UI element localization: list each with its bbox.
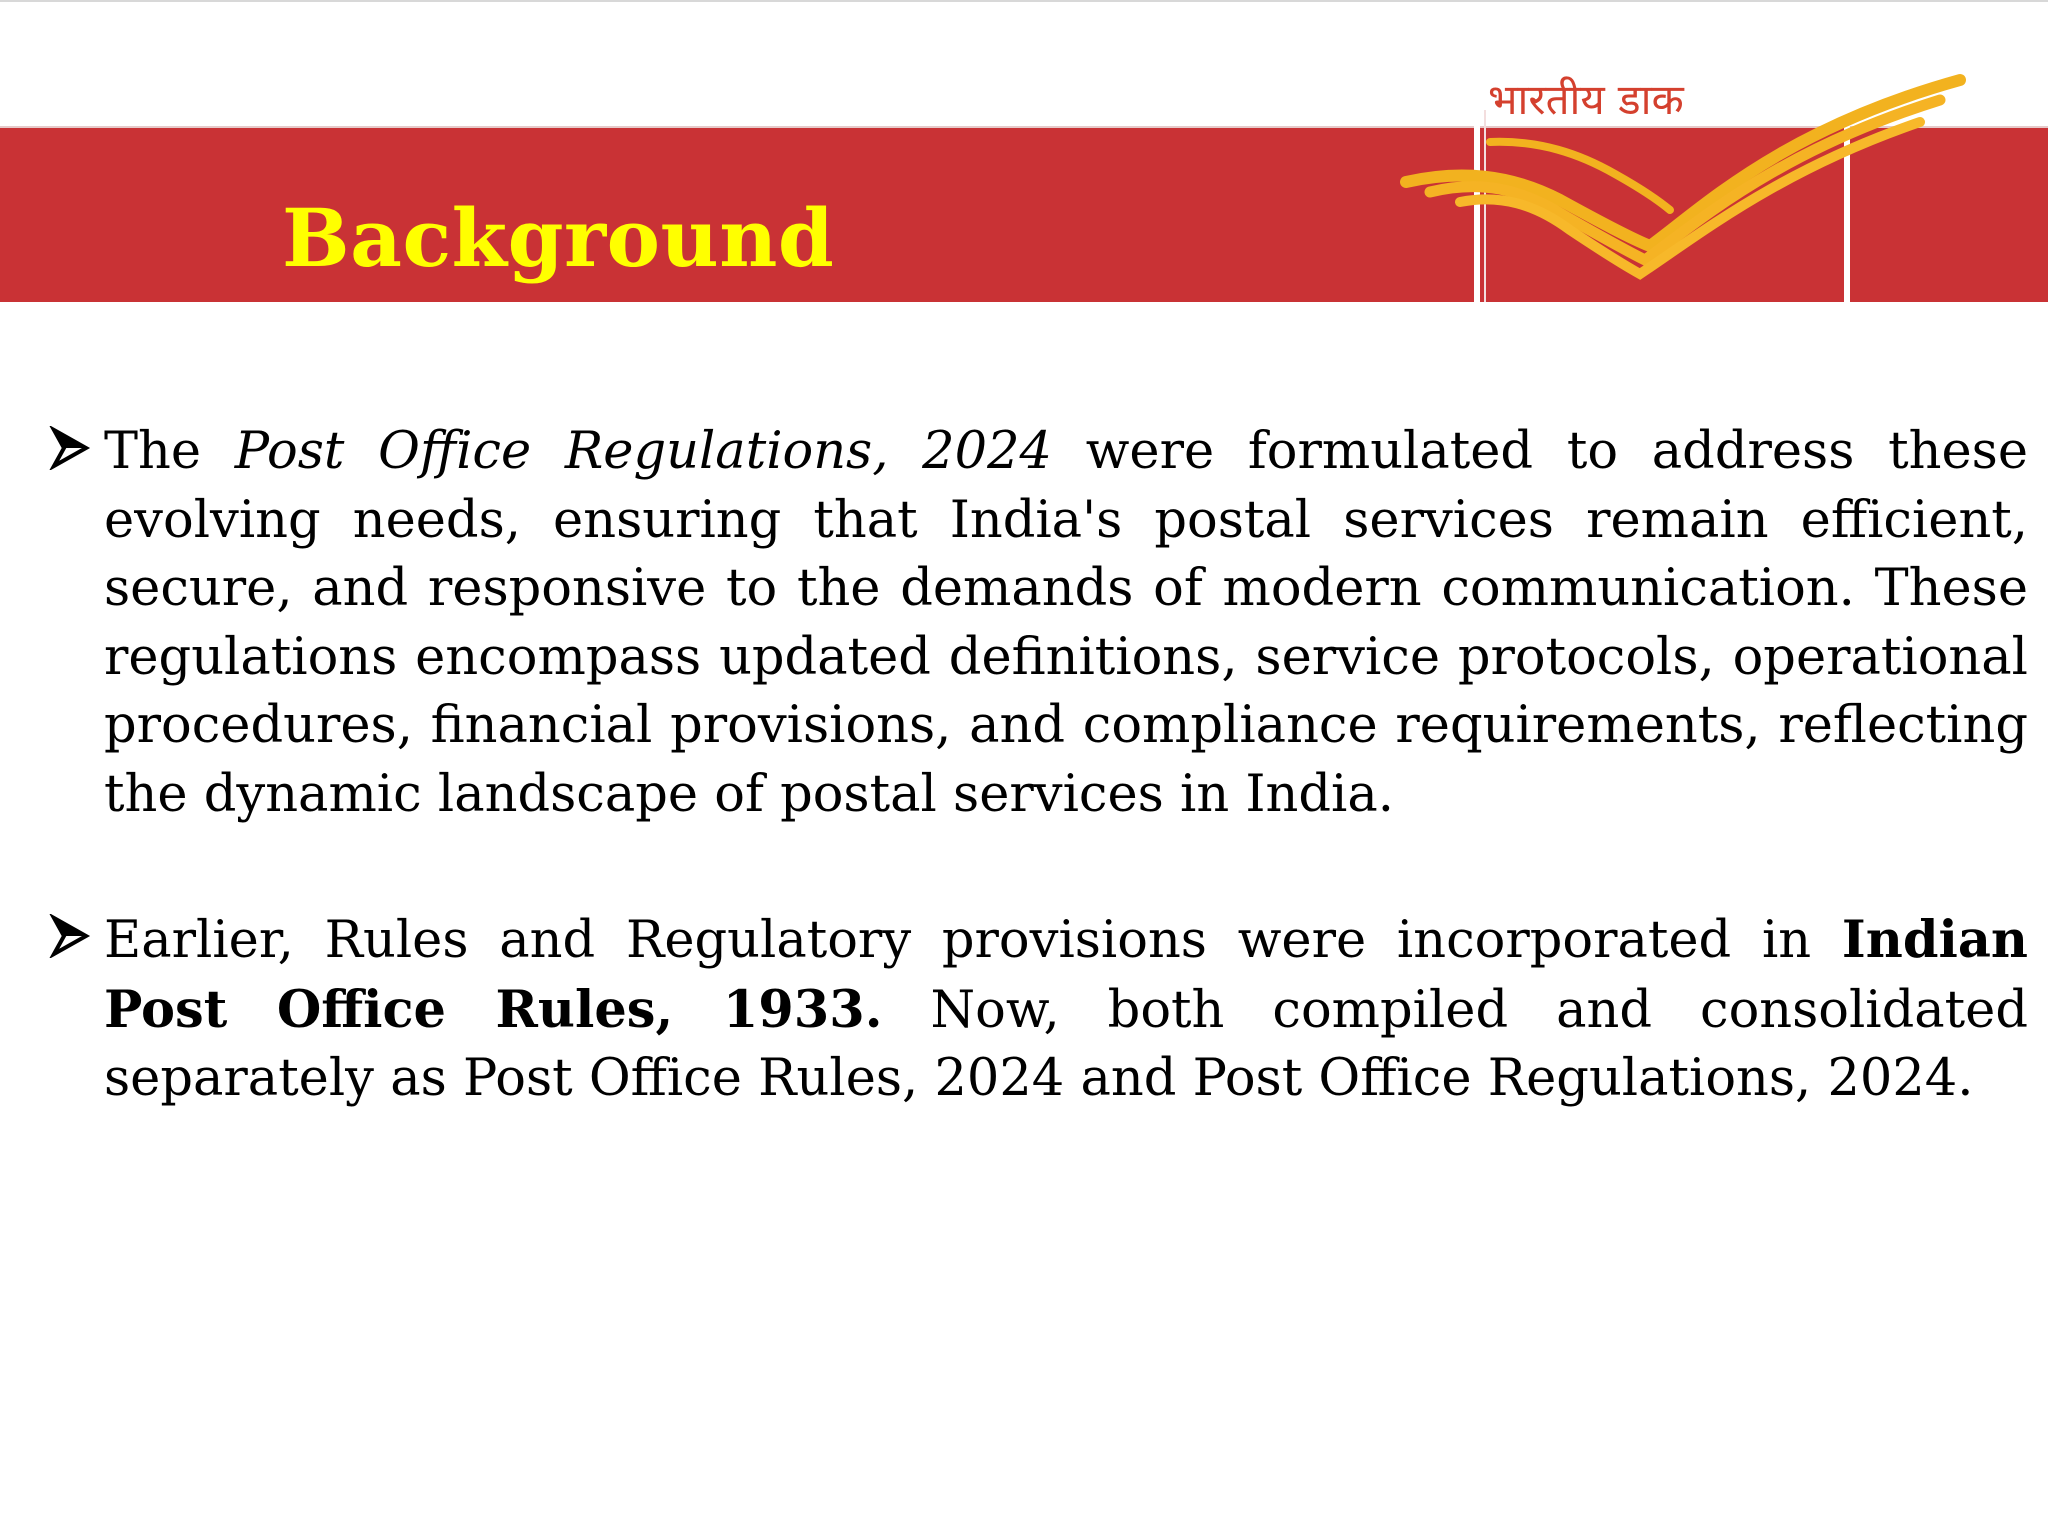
logo-hindi-text: भारतीय डाक — [1488, 75, 1684, 124]
logo-frame-left — [1474, 110, 1480, 302]
bullet-point-1 — [48, 418, 2028, 829]
bullet-1-text-b: were formulated to address these evolving needs, ensuring that India's postal services remain efficient, secure, and responsive to the demands of modern communication. These regulations encompass updated definitions, service protocols, operational procedures, financial provisions, and compliance requirements, reflecting the dynamic landscape of postal services in India. — [104, 422, 2028, 824]
slide-content — [48, 418, 2028, 1191]
arrow-bullet-icon — [48, 914, 92, 958]
bullet-1-text-italic: Post Office Regulations, 2024 — [234, 422, 1052, 481]
india-post-logo — [1400, 70, 2000, 302]
bullet-point-2 — [48, 906, 2028, 1114]
bullet-2-text-bold: Indian Post Office Rules, 1933. — [104, 910, 2028, 1040]
slide-title: Background — [282, 191, 835, 285]
bullet-2-text-a: Earlier, Rules and Regulatory provisions were incorporated in — [104, 911, 1842, 970]
top-rule — [0, 0, 2048, 2]
bullet-1-text-a: The — [104, 422, 235, 481]
bullet-2-text-b: Now, both compiled and consolidated separately as Post Office Rules, 2024 and Post Office Regulations, 2024. — [104, 980, 2028, 1108]
arrow-bullet-icon — [48, 426, 92, 470]
